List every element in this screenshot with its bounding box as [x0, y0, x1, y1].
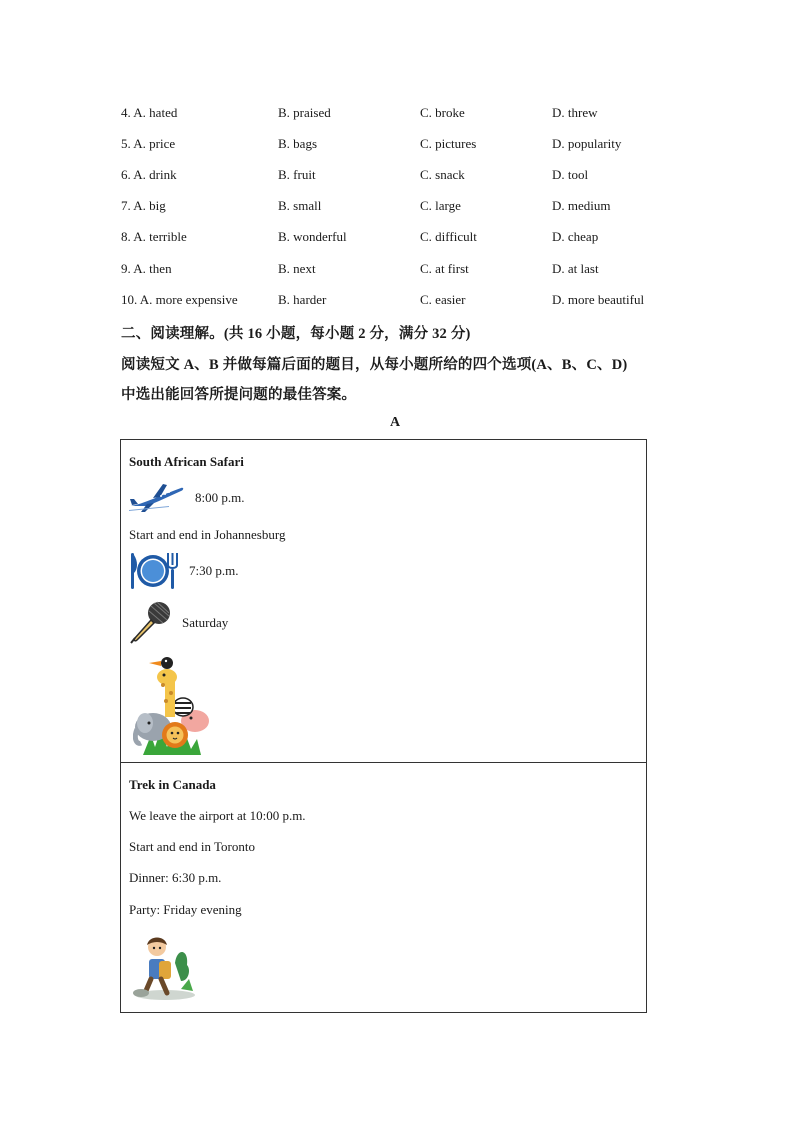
- question-10: [0, 292, 794, 312]
- safari-title: South African Safari: [129, 454, 244, 469]
- flight-time: 8:00 p.m.: [195, 490, 245, 505]
- option-b: B. harder: [278, 292, 327, 307]
- option-a: 7. A. big: [121, 198, 166, 213]
- option-d: D. cheap: [552, 229, 599, 244]
- instruction-line-2: 中选出能回答所提问题的最佳答案。: [121, 387, 357, 403]
- dinner-time: 7:30 p.m.: [189, 563, 239, 578]
- question-7: [0, 198, 794, 218]
- option-c: C. pictures: [420, 136, 477, 151]
- microphone-icon: [129, 600, 173, 644]
- airplane-icon: [129, 480, 185, 514]
- plate-cutlery-icon: [129, 551, 179, 591]
- option-d: D. tool: [552, 167, 589, 182]
- option-b: B. bags: [278, 136, 317, 151]
- option-c: C. easier: [420, 292, 466, 307]
- passage-label: A: [390, 415, 401, 430]
- option-a: 5. A. price: [121, 136, 176, 151]
- option-b: B. small: [278, 198, 322, 213]
- option-a: 4. A. hated: [121, 105, 178, 120]
- option-c: C. at first: [420, 261, 469, 276]
- safari-start-end: Start and end in Johannesburg: [129, 527, 286, 542]
- question-6: [0, 167, 794, 187]
- option-d: D. popularity: [552, 136, 622, 151]
- option-a: 10. A. more expensive: [121, 292, 238, 307]
- question-4: [0, 105, 794, 125]
- option-a: 8. A. terrible: [121, 229, 187, 244]
- canada-title: Trek in Canada: [129, 777, 216, 792]
- option-b: B. praised: [278, 105, 331, 120]
- option-c: C. difficult: [420, 229, 477, 244]
- animals-illustration: [133, 655, 213, 757]
- option-a: 6. A. drink: [121, 167, 177, 182]
- canada-card: [120, 762, 647, 1013]
- hiker-illustration: [131, 933, 197, 1001]
- question-8: [0, 229, 794, 249]
- option-a: 9. A. then: [121, 261, 172, 276]
- safari-card: [120, 439, 647, 763]
- canada-party: Party: Friday evening: [129, 902, 242, 917]
- option-d: D. at last: [552, 261, 599, 276]
- instruction-line-1: 阅读短文 A、B 并做每篇后面的题目，从每小题所给的四个选项(A、B、C、D): [121, 357, 628, 373]
- option-d: D. more beautiful: [552, 292, 645, 307]
- option-c: C. large: [420, 198, 461, 213]
- canada-dinner: Dinner: 6:30 p.m.: [129, 870, 222, 885]
- canada-leave: We leave the airport at 10:00 p.m.: [129, 808, 306, 823]
- option-d: D. medium: [552, 198, 611, 213]
- question-9: [0, 261, 794, 281]
- option-b: B. wonderful: [278, 229, 347, 244]
- option-c: C. broke: [420, 105, 465, 120]
- section-heading: 二、阅读理解。(共 16 小题，每小题 2 分，满分 32 分): [121, 326, 471, 342]
- option-b: B. fruit: [278, 167, 316, 182]
- option-d: D. threw: [552, 105, 598, 120]
- option-c: C. snack: [420, 167, 465, 182]
- question-5: [0, 136, 794, 156]
- canada-start-end: Start and end in Toronto: [129, 839, 255, 854]
- party-day: Saturday: [182, 615, 229, 630]
- option-b: B. next: [278, 261, 316, 276]
